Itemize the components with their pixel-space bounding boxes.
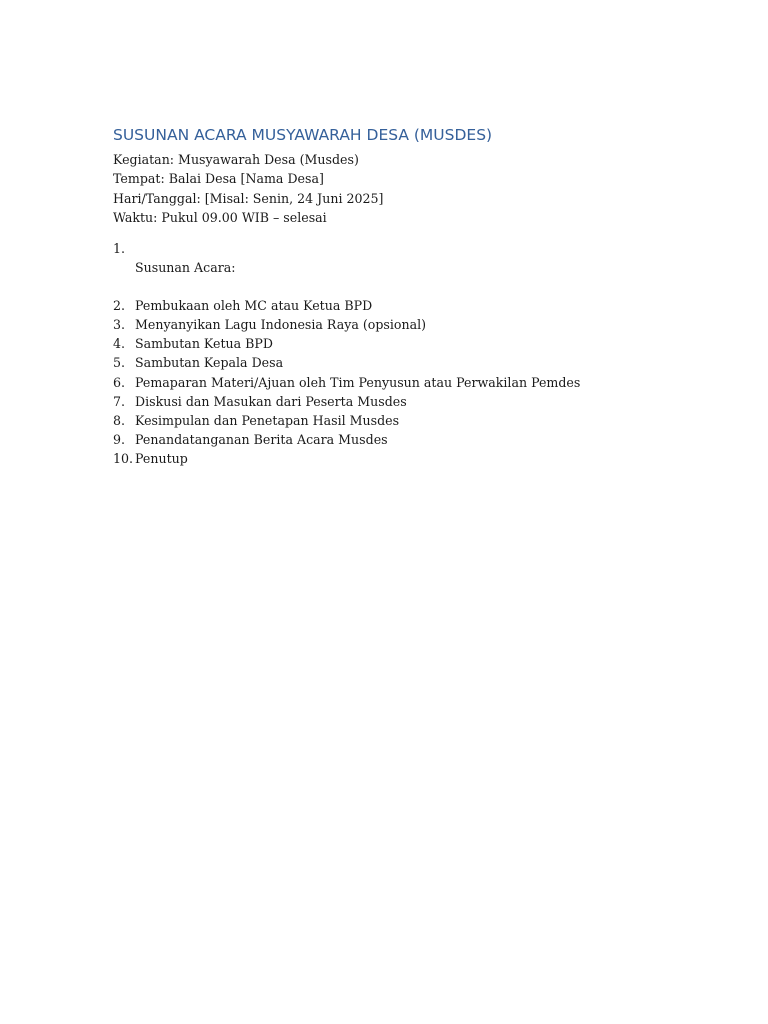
list-item-text: Pembukaan oleh MC atau Ketua BPD [135, 298, 373, 313]
list-number: 3. [113, 317, 126, 332]
event-time: Waktu: Pukul 09.00 WIB – selesai [113, 209, 327, 225]
list-item-text: Penutup [135, 451, 188, 466]
list-number: 6. [113, 375, 126, 390]
list-number: 9. [113, 432, 126, 447]
list-item-text: Sambutan Ketua BPD [135, 336, 273, 351]
list-number: 4. [113, 336, 126, 351]
list-item-text: Menyanyikan Lagu Indonesia Raya (opsional) [135, 317, 427, 332]
list-item-text: Penandatanganan Berita Acara Musdes [135, 432, 388, 447]
list-item-text: Sambutan Kepala Desa [135, 355, 284, 370]
list-item-text: Kesimpulan dan Penetapan Hasil Musdes [135, 413, 400, 428]
list-number: 2. [113, 298, 126, 313]
event-details [113, 150, 383, 227]
event-place: Tempat: Balai Desa [Nama Desa] [113, 171, 324, 187]
list-item-text: Pemaparan Materi/Ajuan oleh Tim Penyusun atau Perwakilan Pemdes [135, 375, 581, 390]
event-date: Hari/Tanggal: [Misal: Senin, 24 Juni 2025] [113, 190, 384, 206]
document-title: SUSUNAN ACARA MUSYAWARAH DESA (MUSDES) [113, 126, 493, 144]
list-item-text: Diskusi dan Masukan dari Peserta Musdes [135, 394, 407, 409]
list-number: 5. [113, 355, 126, 370]
agenda-label: Susunan Acara: [135, 260, 236, 275]
list-number: 10. [113, 451, 134, 466]
list-number: 1. [113, 241, 126, 256]
list-number: 8. [113, 413, 126, 428]
event-activity: Kegiatan: Musyawarah Desa (Musdes) [113, 152, 359, 167]
list-number: 7. [113, 394, 126, 409]
